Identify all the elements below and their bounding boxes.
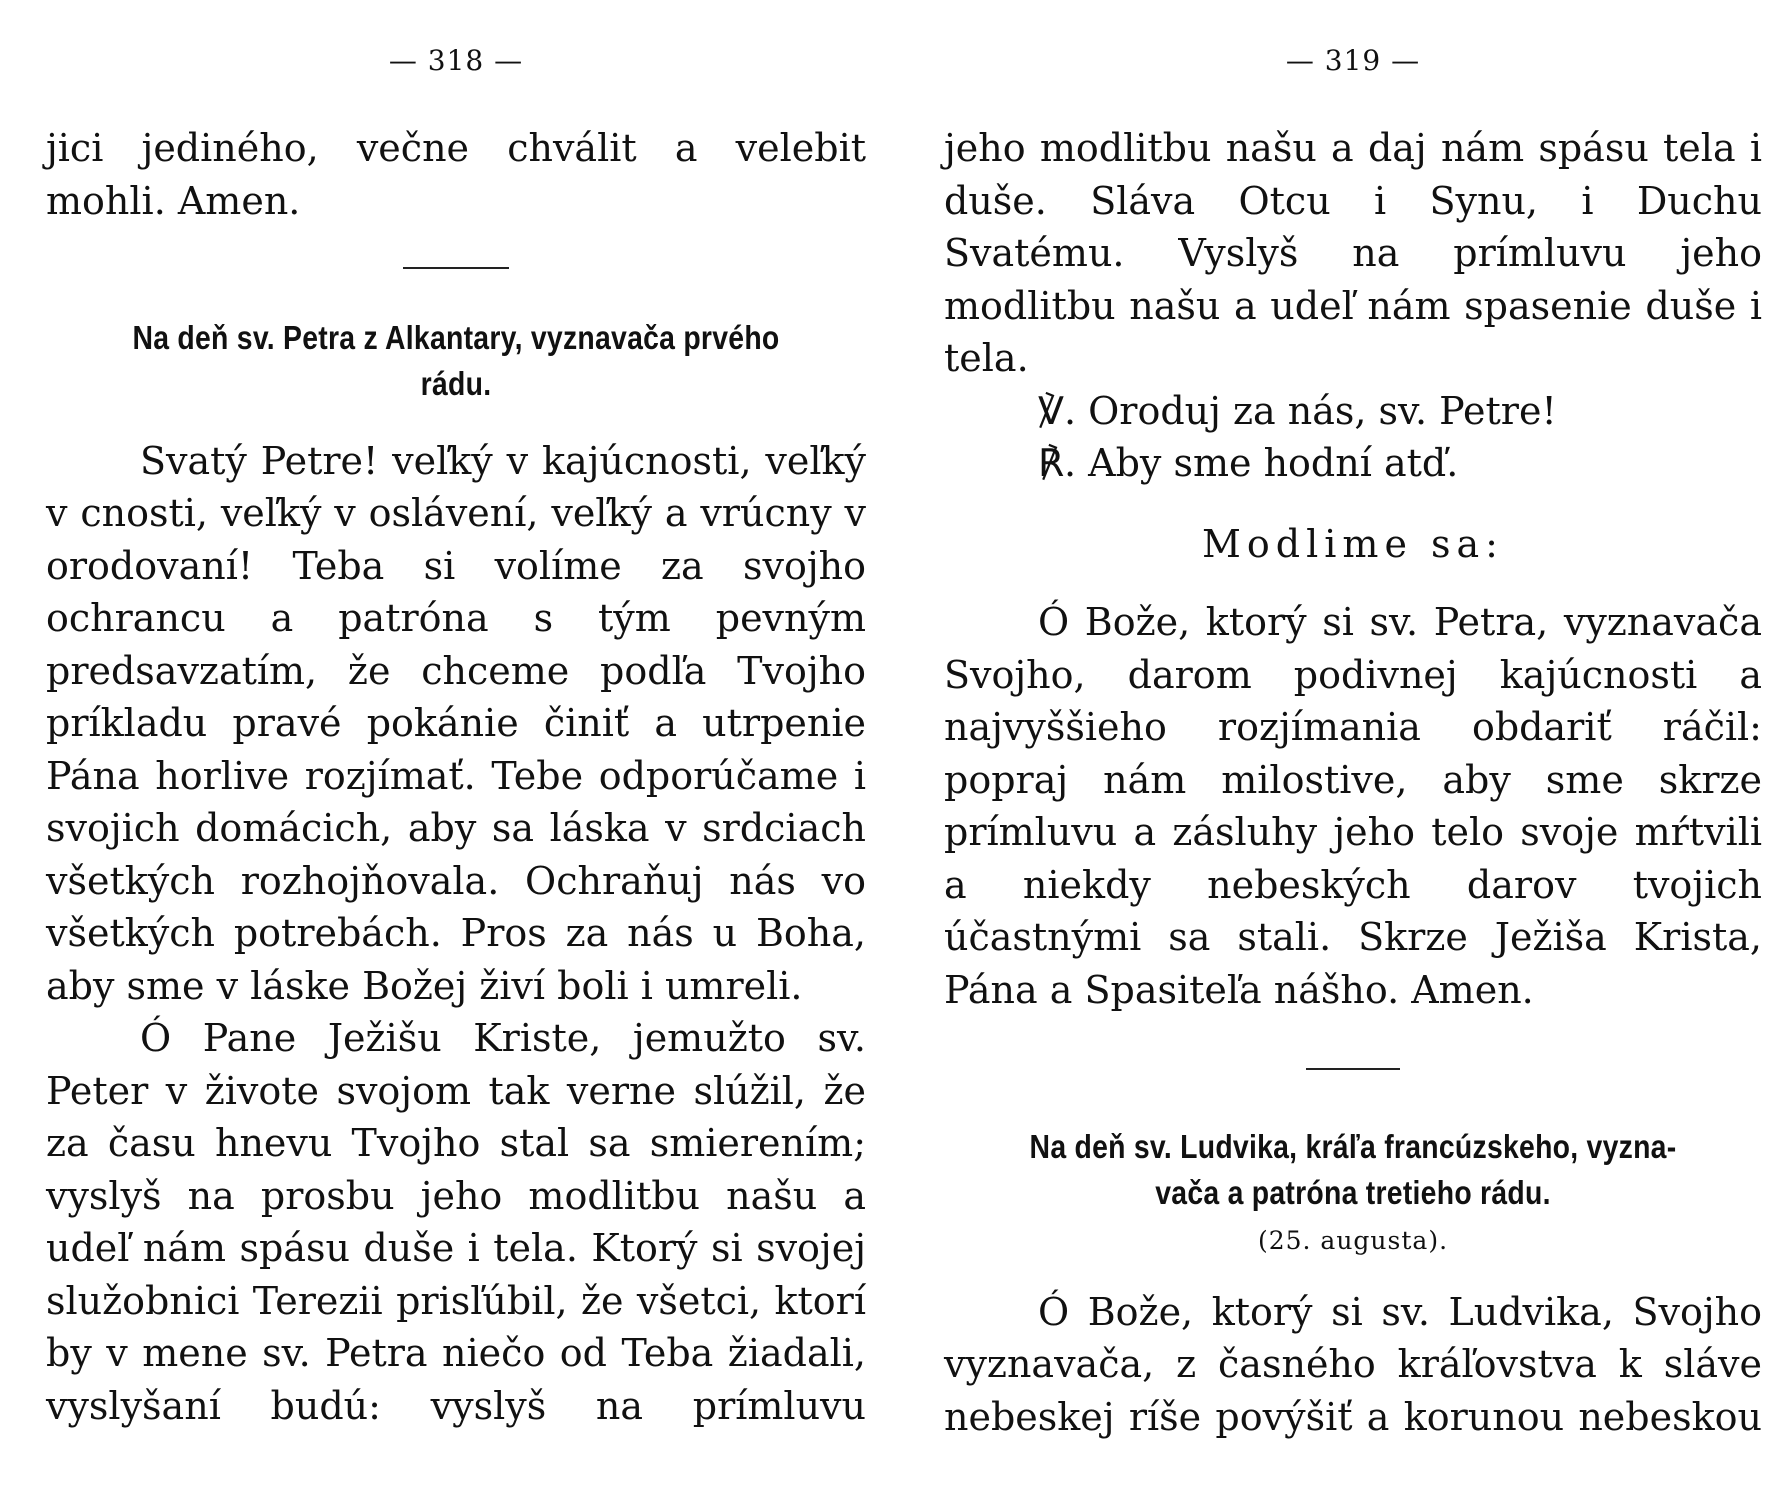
paragraph: Ó Bože, ktorý si sv. Ludvika, Svojho vyznavača, z časného kráľovstva k sláve nebeskej ríše povýšiť a korunou nebeskou [944,1289,1762,1439]
page-number-right: — 319 — [1285,44,1421,77]
heading-line: Na deň sv. Ludvika, kráľa francúzskeho, vyzna- [1029,1127,1677,1165]
right-page-text [944,122,1762,1443]
prayer-title: Modlime sa: [1202,521,1504,566]
feast-date: (25. augusta). [1257,1225,1449,1255]
page-number-left: — 318 — [388,44,524,77]
prayer-text: Ó Bože, ktorý si sv. Petra, vyznavača Svojho, darom podivnej kajúcnosti a najvyššieho rozjímania obdariť ráčil: popraj nám milostive, aby sme skrze prímluvu a zásluhy jeho telo svoje mŕtvili a niekdy nebeských darov tvojich účastnými sa stali. Skrze Ježiša Krista, Pána a Spasiteľa nášho. Amen. [944,600,1762,1012]
response: ℟. Aby sme hodní atď. [1038,441,1459,485]
left-page [46,0,866,1500]
section-heading-petra [103,315,808,407]
right-page [944,0,1762,1500]
versicle: ℣. Oroduj za nás, sv. Petre! [1038,388,1557,433]
carryover-text-left: jici jediného, večne chválit a velebit mohli. Amen. [46,126,866,223]
heading-line: rádu. [420,364,492,402]
section-heading-ludvika [1001,1124,1704,1216]
heading-line: Na deň sv. Petra z Alkantary, vyznavača prvého [132,318,780,356]
left-page-text [46,122,866,1432]
carryover-text-right: jeho modlitbu našu a daj nám spásu tela i duše. Sláva Otcu i Synu, i Duchu Svatému. Vyslyš na prímluvu jeho modlitbu našu a udeľ nám spasenie duše i tela. [944,126,1762,380]
heading-line: vača a patróna tretieho rádu. [1155,1173,1551,1211]
paragraph: Ó Pane Ježišu Kriste, jemužto sv. Peter v živote svojom tak verne slúžil, že za času hnevu Tvojho stal sa smierením; vyslyš na prosbu jeho modlitbu našu a udeľ nám spásu duše i tela. Ktorý si svojej služobnici Terezii prisľúbil, že všetci, ktorí by v mene sv. Petra niečo od Teba žiadali, vyslyšaní budú: vyslyš na prímluvu [46,1016,866,1428]
paragraph: Svatý Petre! veľký v kajúcnosti, veľký v cnosti, veľký v oslávení, veľký a vrúcny v orodovaní! Teba si volíme za svojho ochrancu a patróna s tým pevným predsavzatím, že chceme podľa Tvojho príkladu pravé pokánie činiť a utrpenie Pána horlive rozjímať. Tebe odporúčame i svojich domácich, aby sa láska v srdciach všetkých rozhojňovala. Ochraňuj nás vo všetkých potrebách. Pros za nás u Boha, aby sme v láske Božej živí boli i umreli. [46,438,866,1008]
